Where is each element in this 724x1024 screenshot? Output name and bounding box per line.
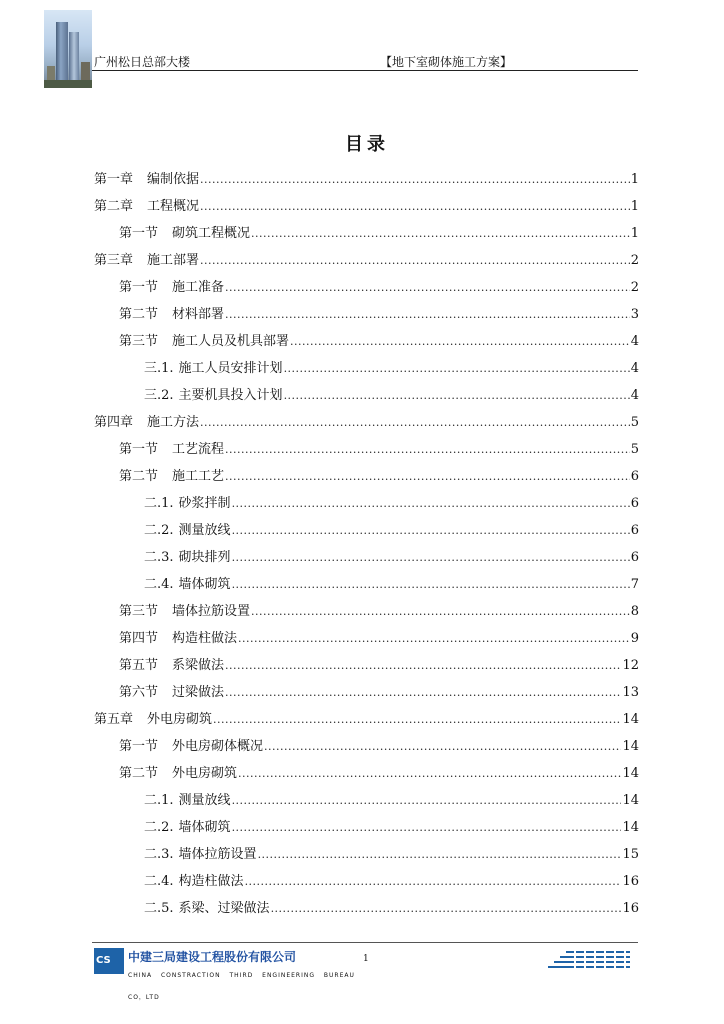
toc-entry-page: 1 bbox=[630, 198, 639, 214]
toc-entry-leader bbox=[264, 739, 621, 755]
toc-entry[interactable] bbox=[94, 625, 639, 652]
toc-entry-title: 构造柱做法 bbox=[178, 873, 244, 889]
toc-entry[interactable] bbox=[94, 166, 639, 193]
toc-entry-title: 过梁做法 bbox=[172, 684, 225, 700]
toc-entry[interactable] bbox=[94, 787, 639, 814]
toc-entry-leader bbox=[225, 685, 621, 701]
toc-entry-number: 第四节 bbox=[119, 630, 159, 646]
toc-entry-title: 施工方法 bbox=[147, 414, 200, 430]
toc-entry-leader bbox=[271, 901, 622, 917]
toc-entry[interactable] bbox=[94, 544, 639, 571]
toc-entry-page: 6 bbox=[630, 549, 639, 565]
toc-entry-leader bbox=[225, 469, 630, 485]
toc-entry[interactable] bbox=[94, 274, 639, 301]
toc-entry-title: 墙体砌筑 bbox=[178, 576, 231, 592]
toc-entry-leader bbox=[232, 793, 622, 809]
toc-entry-leader bbox=[290, 334, 630, 350]
toc-entry-page: 5 bbox=[630, 441, 639, 457]
toc-entry-leader bbox=[232, 496, 630, 512]
toc-entry[interactable] bbox=[94, 193, 639, 220]
toc-entry[interactable] bbox=[94, 598, 639, 625]
toc-entry[interactable] bbox=[94, 247, 639, 274]
toc-entry-title: 工程概况 bbox=[147, 198, 200, 214]
toc-entry-number: 第三节 bbox=[119, 333, 159, 349]
toc-entry-page: 15 bbox=[622, 846, 639, 862]
toc-entry-leader bbox=[284, 388, 630, 404]
toc-entry-leader bbox=[258, 847, 622, 863]
toc-entry-number: 第四章 bbox=[94, 414, 134, 430]
footer-company-name: 中建三局建设工程股份有限公司 bbox=[128, 950, 297, 964]
toc-entry-page: 2 bbox=[630, 279, 639, 295]
toc-entry-page: 14 bbox=[622, 711, 639, 727]
toc-entry-number: 第二节 bbox=[119, 306, 159, 322]
toc-entry-number: 第五节 bbox=[119, 657, 159, 673]
toc-entry-leader bbox=[245, 874, 622, 890]
building-photo bbox=[44, 10, 92, 88]
toc-entry[interactable] bbox=[94, 760, 639, 787]
toc-entry-title: 测量放线 bbox=[178, 522, 231, 538]
toc-entry-page: 6 bbox=[630, 522, 639, 538]
building-photo-ground bbox=[44, 80, 92, 88]
toc-entry-title: 墙体砌筑 bbox=[178, 819, 231, 835]
toc-entry-leader bbox=[232, 523, 630, 539]
toc-entry-title: 施工人员及机具部署 bbox=[172, 333, 290, 349]
toc-entry-number: 二.2. bbox=[144, 819, 174, 835]
toc-entry[interactable] bbox=[94, 301, 639, 328]
toc-entry-number: 第三节 bbox=[119, 603, 159, 619]
toc-entry-number: 第二节 bbox=[119, 468, 159, 484]
toc-entry-leader bbox=[232, 820, 622, 836]
toc-entry-page: 8 bbox=[630, 603, 639, 619]
toc-entry-number: 第一节 bbox=[119, 279, 159, 295]
toc-entry-number: 二.4. bbox=[144, 576, 174, 592]
toc-entry[interactable] bbox=[94, 895, 639, 922]
toc-entry-title: 外电房砌筑 bbox=[147, 711, 213, 727]
toc-entry[interactable] bbox=[94, 517, 639, 544]
toc-entry-title: 砌筑工程概况 bbox=[172, 225, 251, 241]
toc-entry[interactable] bbox=[94, 355, 639, 382]
footer-company-english-suffix: CO，LTD bbox=[128, 994, 160, 1001]
toc-entry[interactable] bbox=[94, 706, 639, 733]
toc-entry-title: 施工工艺 bbox=[172, 468, 225, 484]
toc-entry[interactable] bbox=[94, 868, 639, 895]
toc-entry-number: 第一章 bbox=[94, 171, 134, 187]
toc-entry-page: 4 bbox=[630, 387, 639, 403]
toc-entry-title: 墙体拉筋设置 bbox=[178, 846, 257, 862]
toc-entry-number: 第一节 bbox=[119, 441, 159, 457]
toc-entry[interactable] bbox=[94, 571, 639, 598]
toc-entry-title: 测量放线 bbox=[178, 792, 231, 808]
footer-page-number: 1 bbox=[363, 954, 369, 964]
toc-entry-title: 砂浆拌制 bbox=[178, 495, 231, 511]
toc-entry-number: 二.3. bbox=[144, 549, 174, 565]
toc-entry-title: 外电房砌体概况 bbox=[172, 738, 264, 754]
toc-entry-title: 施工准备 bbox=[172, 279, 225, 295]
toc-entry-leader bbox=[200, 415, 630, 431]
toc-title: 目录 bbox=[345, 134, 389, 155]
toc-entry-title: 构造柱做法 bbox=[172, 630, 238, 646]
toc-entry-number: 二.5. bbox=[144, 900, 174, 916]
toc-entry-title: 砌块排列 bbox=[178, 549, 231, 565]
toc-entry[interactable] bbox=[94, 679, 639, 706]
company-logo-mark: CS bbox=[96, 955, 111, 966]
toc-entry-leader bbox=[225, 442, 630, 458]
toc-entry-title: 系梁做法 bbox=[172, 657, 225, 673]
toc-entry[interactable] bbox=[94, 841, 639, 868]
toc-entry-number: 二.1. bbox=[144, 792, 174, 808]
toc-entry[interactable] bbox=[94, 463, 639, 490]
toc-entry-number: 二.4. bbox=[144, 873, 174, 889]
header-document-name: 【地下室砌体施工方案】 bbox=[380, 55, 513, 69]
toc-entry-page: 4 bbox=[630, 360, 639, 376]
toc-entry-leader bbox=[213, 712, 621, 728]
toc-entry-number: 第六节 bbox=[119, 684, 159, 700]
footer-company-english: CHINA CONSTRACTION THIRD ENGINEERING BUREAU bbox=[128, 972, 355, 979]
toc-entry-number: 第一节 bbox=[119, 225, 159, 241]
toc-entry-title: 主要机具投入计划 bbox=[178, 387, 283, 403]
toc-entry-leader bbox=[238, 766, 621, 782]
toc-entry-title: 编制依据 bbox=[147, 171, 200, 187]
toc-entry-leader bbox=[225, 658, 621, 674]
toc-entry-page: 4 bbox=[630, 333, 639, 349]
toc-entry-page: 16 bbox=[622, 900, 639, 916]
toc-entry-page: 14 bbox=[622, 819, 639, 835]
toc-entry-title: 工艺流程 bbox=[172, 441, 225, 457]
toc-entry-number: 第二章 bbox=[94, 198, 134, 214]
toc-entry-leader bbox=[251, 604, 630, 620]
company-logo bbox=[94, 948, 124, 974]
toc-entry-page: 5 bbox=[630, 414, 639, 430]
toc-entry[interactable] bbox=[94, 490, 639, 517]
toc-entry-number: 第二节 bbox=[119, 765, 159, 781]
toc-entry-number: 二.3. bbox=[144, 846, 174, 862]
toc-entry-leader bbox=[200, 253, 630, 269]
building-photo-tower bbox=[56, 22, 68, 88]
toc-entry[interactable] bbox=[94, 814, 639, 841]
toc-entry-page: 2 bbox=[630, 252, 639, 268]
toc-entry-page: 1 bbox=[630, 225, 639, 241]
toc-entry-number: 第五章 bbox=[94, 711, 134, 727]
toc-entry-title: 外电房砌筑 bbox=[172, 765, 238, 781]
toc-entry-leader bbox=[232, 550, 630, 566]
toc-entry-page: 14 bbox=[622, 765, 639, 781]
toc-entry-number: 三.1. bbox=[144, 360, 174, 376]
toc-entry-page: 9 bbox=[630, 630, 639, 646]
toc-entry-leader bbox=[232, 577, 630, 593]
toc-entry-page: 7 bbox=[630, 576, 639, 592]
toc-entry-leader bbox=[284, 361, 630, 377]
toc-entry[interactable] bbox=[94, 220, 639, 247]
header-divider bbox=[92, 70, 638, 71]
toc-entry-page: 16 bbox=[622, 873, 639, 889]
toc-entry-title: 施工部署 bbox=[147, 252, 200, 268]
toc-entry-page: 6 bbox=[630, 468, 639, 484]
toc-entry-number: 三.2. bbox=[144, 387, 174, 403]
toc-entry-leader bbox=[200, 199, 630, 215]
toc-entry-number: 二.2. bbox=[144, 522, 174, 538]
toc-entry-page: 3 bbox=[630, 306, 639, 322]
toc-entry-number: 第一节 bbox=[119, 738, 159, 754]
toc-entry-leader bbox=[200, 172, 630, 188]
toc-entry[interactable] bbox=[94, 382, 639, 409]
toc-entry-number: 第三章 bbox=[94, 252, 134, 268]
toc-entry-title: 材料部署 bbox=[172, 306, 225, 322]
header-project-name: 广州松日总部大楼 bbox=[94, 55, 191, 69]
toc-entry[interactable] bbox=[94, 409, 639, 436]
toc-entry-page: 12 bbox=[622, 657, 639, 673]
toc-entry-leader bbox=[238, 631, 630, 647]
toc-entry-page: 14 bbox=[622, 792, 639, 808]
toc-entry[interactable] bbox=[94, 436, 639, 463]
toc-entry-title: 施工人员安排计划 bbox=[178, 360, 283, 376]
toc-entry[interactable] bbox=[94, 328, 639, 355]
toc-entry-title: 墙体拉筋设置 bbox=[172, 603, 251, 619]
toc-entry[interactable] bbox=[94, 652, 639, 679]
toc-entry[interactable] bbox=[94, 733, 639, 760]
toc-entry-leader bbox=[225, 280, 630, 296]
toc-entry-title: 系梁、过梁做法 bbox=[178, 900, 270, 916]
toc-entry-leader bbox=[225, 307, 630, 323]
toc-entry-number: 二.1. bbox=[144, 495, 174, 511]
toc-entry-page: 13 bbox=[622, 684, 639, 700]
toc-entry-page: 14 bbox=[622, 738, 639, 754]
toc-entry-leader bbox=[251, 226, 630, 242]
toc-entry-page: 6 bbox=[630, 495, 639, 511]
toc-entry-page: 1 bbox=[630, 171, 639, 187]
table-of-contents bbox=[94, 166, 639, 922]
footer-decoration-graphic bbox=[546, 950, 636, 972]
footer-divider bbox=[92, 942, 638, 943]
